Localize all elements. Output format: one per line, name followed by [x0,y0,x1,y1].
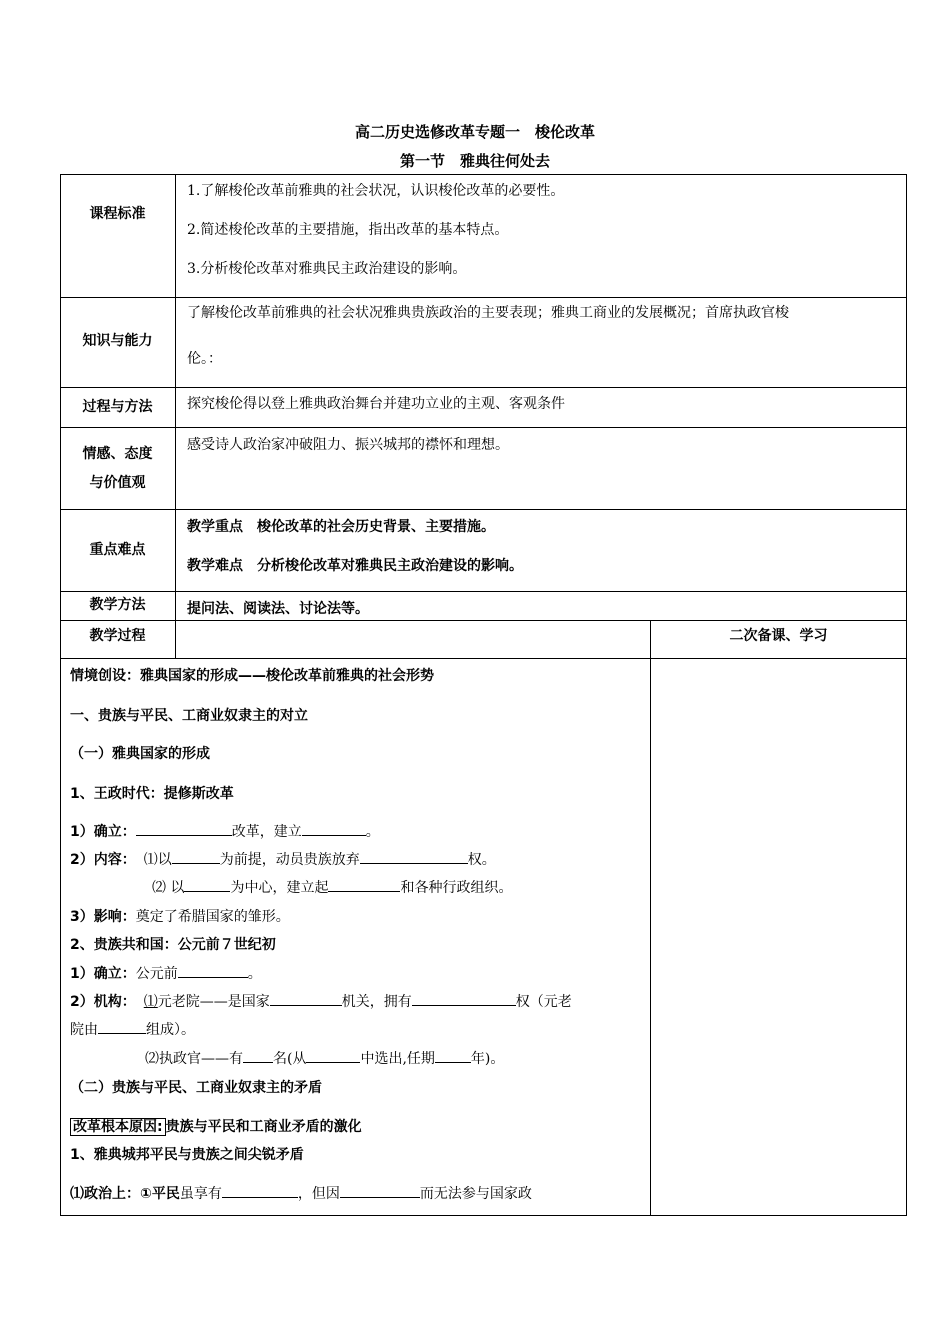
fill-in-line [70,1019,195,1039]
fill-in-line [145,1048,504,1068]
answer-blank[interactable] [306,1048,360,1063]
topic-heading: 2、贵族共和国：公元前７世纪初 [70,937,276,953]
fill-text: 而无法参与国家政 [419,1186,532,1202]
fill-text: ⑵ 以 [152,880,185,896]
label-column-divider [175,174,176,658]
root-cause-label: 改革根本原因: [70,1118,166,1136]
fill-text: 机关，拥有 [341,994,412,1010]
course-standard-label: 课程标准 [89,206,146,222]
answer-blank[interactable] [136,821,232,836]
attitude-values-label: 情感、态度 [82,446,153,462]
process-method-text: 探究梭伦得以登上雅典政治舞台并建功立业的主观、客观条件 [187,396,565,412]
fill-in-line [70,991,572,1011]
item-label: 1）确立： [70,966,136,982]
answer-blank[interactable] [340,1183,420,1198]
answer-blank[interactable] [302,821,366,836]
fill-text: 名(从 [273,1051,307,1067]
fill-text: 中选出,任期 [360,1051,435,1067]
answer-blank[interactable] [328,877,400,892]
fill-text: 组成）。 [146,1022,195,1038]
answer-blank[interactable] [178,963,248,978]
fill-text: 年)。 [470,1051,505,1067]
answer-blank[interactable] [172,849,220,864]
item-label: ⑴政治上：①平民 [70,1186,180,1202]
answer-blank[interactable] [412,991,516,1006]
course-standard-item: 1.了解梭伦改革前雅典的社会状况，认识梭伦改革的必要性。 [187,183,565,199]
answer-blank[interactable] [243,1048,273,1063]
fill-text: 奠定了希腊国家的雏形。 [135,909,290,925]
knowledge-ability-text: 了解梭伦改革前雅典的社会状况雅典贵族政治的主要表现；雅典工商业的发展概况；首席执政官梭 [187,305,789,321]
answer-blank[interactable] [270,991,342,1006]
answer-blank[interactable] [222,1183,298,1198]
section-heading: 一、贵族与平民、工商业奴隶主的对立 [70,708,308,724]
document-title: 高二历史选修改革专题一 梭伦改革 [354,123,595,141]
fill-in-line [70,821,380,841]
fill-text: 公元前 [135,966,178,982]
fill-text: 。 [365,824,380,840]
fill-in-line [152,877,512,897]
attitude-values-text: 感受诗人政治家冲破阻力、振兴城邦的襟怀和理想。 [187,437,509,453]
fill-text: 元老院——是国家 [157,994,270,1010]
topic-heading: 1、王政时代：提修斯改革 [70,786,234,802]
attitude-values-label: 与价值观 [89,475,146,491]
fill-text: 为前提，动员贵族放弃 [219,852,360,868]
row-divider [60,387,907,388]
row-divider [60,620,907,621]
situation-heading: 情境创设：雅典国家的形成——梭伦改革前雅典的社会形势 [70,668,434,684]
answer-blank[interactable] [435,1048,471,1063]
fill-text: 。 [247,966,262,982]
item-label: 2）内容： [70,852,136,868]
row-divider [60,297,907,298]
topic-heading: 1、雅典城邦平民与贵族之间尖锐矛盾 [70,1147,304,1163]
teaching-process-label: 教学过程 [89,628,146,644]
root-cause-text: 贵族与平民和工商业矛盾的激化 [165,1119,362,1135]
fill-in-line [70,963,262,983]
item-label: 1）确立： [70,824,136,840]
fill-text: 权（元老 [515,994,572,1010]
difficult-point-text: 教学难点 分析梭伦改革对雅典民主政治建设的影响。 [187,558,523,574]
course-standard-item: 3.分析梭伦改革对雅典民主政治建设的影响。 [187,261,467,277]
process-method-label: 过程与方法 [82,399,153,415]
document-subtitle: 第一节 雅典往何处去 [399,152,550,170]
key-points-label: 重点难点 [89,542,146,558]
subsection-heading: （二）贵族与平民、工商业奴隶主的矛盾 [70,1080,322,1096]
knowledge-ability-label: 知识与能力 [82,333,153,349]
fill-text: ⑵执政官——有 [145,1051,243,1067]
fill-text: 权。 [467,852,496,868]
subsection-heading: （一）雅典国家的形成 [70,746,210,762]
key-point-text: 教学重点 梭伦改革的社会历史背景、主要措施。 [187,519,495,535]
fill-text: 改革，建立 [231,824,302,840]
fill-text: ，但因 [297,1186,340,1202]
teaching-method-label: 教学方法 [89,597,146,613]
knowledge-ability-text: 伦。： [187,351,222,367]
fill-in-line [70,849,496,869]
teaching-method-text: 提问法、阅读法、讨论法等。 [187,601,369,617]
answer-blank[interactable] [360,849,468,864]
notes-column-divider [650,620,651,1216]
fill-in-line [70,1183,532,1203]
fill-text: ⑴以 [143,852,172,868]
fill-text: 和各种行政组织。 [400,880,513,896]
second-prep-label: 二次备课、学习 [729,628,828,644]
fill-in-line [70,906,290,926]
root-cause-line [70,1116,362,1136]
answer-blank[interactable] [98,1019,146,1034]
row-divider [60,591,907,592]
row-divider [60,658,907,659]
fill-text: 虽享有 [179,1186,222,1202]
item-label: 3）影响： [70,909,136,925]
fill-text: 为中心，建立起 [230,880,329,896]
answer-blank[interactable] [184,877,230,892]
fill-text: 院由 [70,1022,98,1038]
row-divider [60,509,907,510]
fill-text: ⑴ [143,994,158,1010]
item-label: 2）机构： [70,994,136,1010]
row-divider [60,427,907,428]
course-standard-item: 2.简述梭伦改革的主要措施，指出改革的基本特点。 [187,222,509,238]
